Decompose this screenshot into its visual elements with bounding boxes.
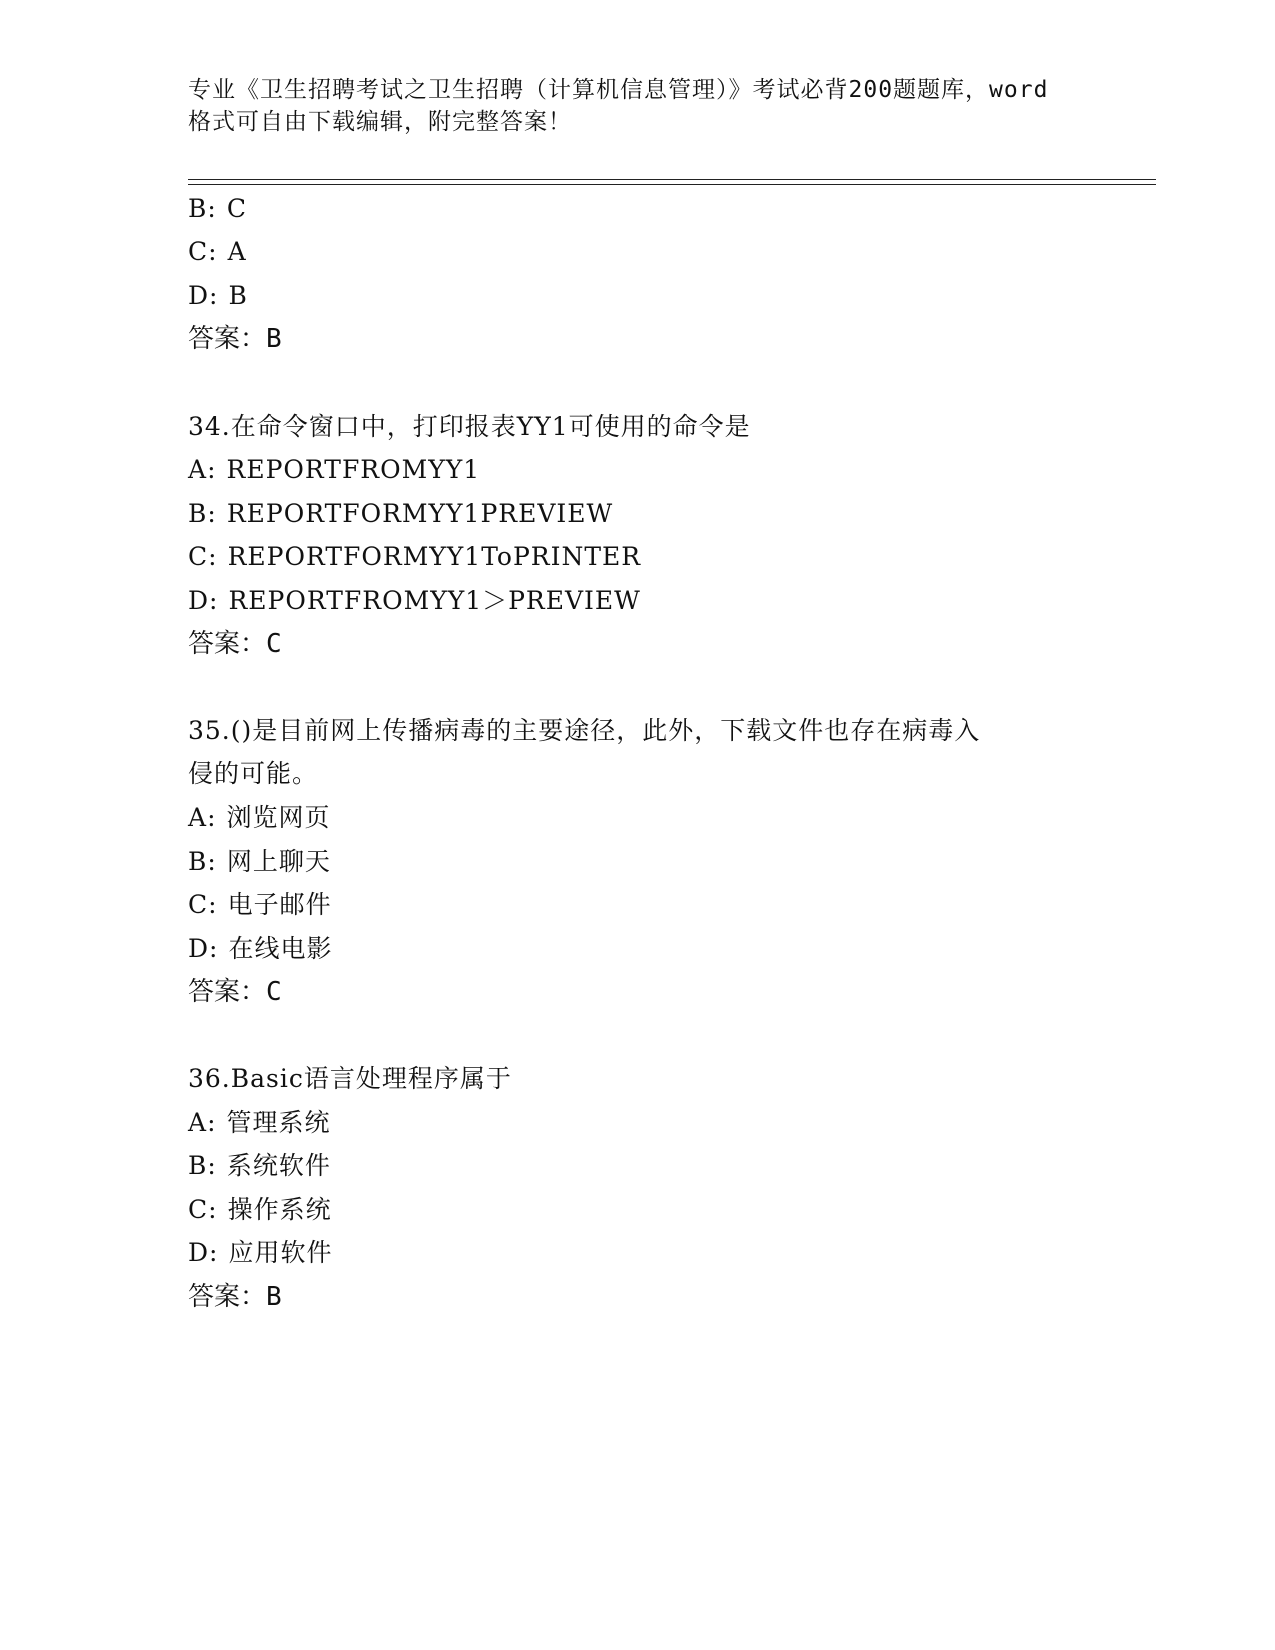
header-line-1: 专业《卫生招聘考试之卫生招聘（计算机信息管理）》考试必背200题题库，word	[188, 77, 1049, 103]
prev-answer: 答案：B	[188, 324, 282, 354]
q34-option-d: D: REPORTFROMYY1＞PREVIEW	[188, 586, 641, 615]
q34-option-c: C: REPORTFORMYY1ToPRINTER	[188, 542, 642, 571]
q35-option-a: A: 浏览网页	[188, 803, 331, 832]
prev-option-c: C: A	[188, 237, 247, 266]
header-divider-bottom	[188, 184, 1156, 185]
q36-option-b: B: 系统软件	[188, 1151, 331, 1180]
q34-option-b: B: REPORTFORMYY1PREVIEW	[188, 499, 614, 528]
prev-option-b: B: C	[188, 194, 247, 223]
header-divider-top	[188, 179, 1156, 180]
header-line-2: 格式可自由下载编辑，附完整答案！	[188, 109, 572, 135]
q36-option-a: A: 管理系统	[188, 1108, 331, 1137]
prev-option-d: D: B	[188, 281, 248, 310]
q35-answer: 答案：C	[188, 977, 282, 1007]
q35-option-d: D: 在线电影	[188, 934, 333, 963]
q34-option-a: A: REPORTFROMYY1	[188, 455, 481, 484]
q36-option-c: C: 操作系统	[188, 1195, 332, 1224]
document-header	[188, 74, 1088, 138]
question-36-stem: 36.Basic语言处理程序属于	[188, 1064, 512, 1093]
q36-answer: 答案：B	[188, 1282, 282, 1312]
q36-option-d: D: 应用软件	[188, 1238, 333, 1267]
question-34-stem: 34.在命令窗口中，打印报表YY1可使用的命令是	[188, 412, 751, 441]
question-35-stem-line-2: 侵的可能。	[188, 759, 319, 788]
q35-option-c: C: 电子邮件	[188, 890, 332, 919]
q34-answer: 答案：C	[188, 629, 282, 659]
question-35-stem-line-1: 35.()是目前网上传播病毒的主要途径，此外，下载文件也存在病毒入	[188, 716, 981, 745]
q35-option-b: B: 网上聊天	[188, 847, 331, 876]
